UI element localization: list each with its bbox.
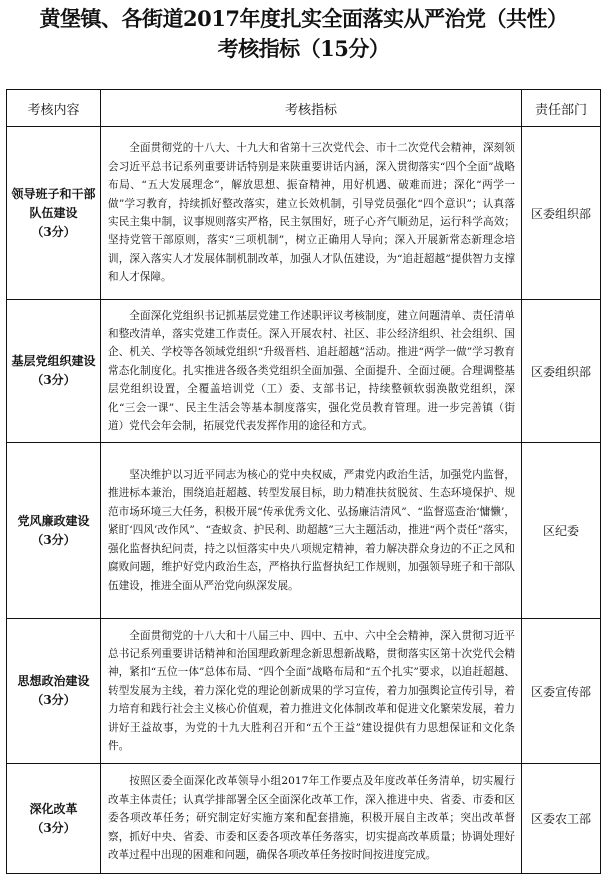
category-name: 基层党组织建设 [11,354,96,368]
category-score: （3分） [31,373,76,387]
department-cell: 区委农工部 [522,764,601,874]
category-score: （3分） [31,532,76,547]
indicator-text: 全面贯彻党的十八大和十八届三中、四中、五中、六中全会精神，深入贯彻习近平总书记系列重要讲话精神和治国理政新理念新思想新战略，贯彻落实区第十次党代会精神，紧扣“五位一体”总体布局、“四个全面”战略布局和“五个扎实”要求，以追赶超越、转型发展为主线，着力深化党的理论创新成果的学习宣传，着力加强舆论宣传引导，着力培育和践行社会主义核心价值观，着力推进文化体制改革和促进文化繁荣发展，着力讲好王益故事，为党的十九大胜利召开和“五个王益”建设提供有力思想保证和文化条件。 [101,619,522,764]
indicator-text: 全面深化党组织书记抓基层党建工作述职评议考核制度，建立问题清单、责任清单和整改清单，落实党建工作责任。深入开展农村、社区、非公经济组织、社会组织、国企、机关、学校等各领域党组织“升级晋档、追赶超越”活动。推进“两学一做”学习教育常态化制度化。扎实推进各级各类党组织全面加强、全面提升、全面过硬。合理调整基层党组织设置，全覆盖培训党（工）委、支部书记，持续整顿软弱涣散党组织，深化“三会一课”、民主生活会等基本制度落实，强化党员教育管理。进一步完善镇（街道）党代会年会制，拓展党代表发挥作用的途径和方式。 [101,300,522,443]
header-content: 考核内容 [7,90,101,127]
category-name: 党风廉政建设 [17,513,90,528]
table-row [7,619,601,764]
category-name: 思想政治建设 [17,674,90,688]
header-department: 责任部门 [522,90,601,127]
table-row [7,300,601,443]
category-cell [7,764,101,874]
indicator-text: 全面贯彻党的十八大、十九大和省第十三次党代会、市十二次党代会精神，深刻领会习近平总书记系列重要讲话特别是来陕重要讲话内涵，深入贯彻落实“四个全面”战略布局、“五大发展理念”，解放思想、振奋精神，用好机遇、破难而进；深化“两学一做”学习教育，持续抓好整改落实，建立长效机制，引导党员强化“四个意识”；认真落实民主集中制，议事规则落实严格，民主氛围好，班子心齐气顺劲足，运行科学高效；坚持党管干部原则，落实“三项机制”，树立正确用人导向；深入开展新常态新理念培训，深入落实人才发展体制机制改革，加强人才队伍建设，为“追赶超越”提供智力支撑和人才保障。 [101,127,522,300]
table-row [7,127,601,300]
category-cell [7,443,101,619]
category-cell [7,619,101,764]
table-row [7,443,601,619]
category-cell [7,300,101,443]
department-cell: 区委组织部 [522,300,601,443]
indicator-text: 坚决维护以习近平同志为核心的党中央权威，严肃党内政治生活，加强党内监督，推进标本兼治，围绕追赶超越、转型发展目标，助力精准扶贫脱贫、生态环境保护、规范市场环境三大任务，积极开展“传承优秀文化、弘扬廉洁清风”、“监督巡查治‘慵懒’，紧盯‘四风’改作风”、“查蚁贪、护民利、助超越”三大主题活动，推进“两个责任”落实，强化监督执纪问责，持之以恒落实中央八项规定精神，着力解决群众身边的不正之风和腐败问题，维护好党内政治生态，严格执行监督执纪工作规则，加强领导班子和干部队伍建设，推进全面从严治党向纵深发展。 [101,443,522,619]
title-line-1: 黄堡镇、各街道2017年度扎实全面落实从严治党（共性） [39,6,568,31]
category-name: 领导班子和干部队伍建设 [11,186,96,220]
category-score: （3分） [31,820,76,835]
department-cell: 区纪委 [522,443,601,619]
assessment-table [6,89,601,874]
category-cell [7,127,101,300]
category-score: （3分） [31,224,76,239]
title-line-2: 考核指标（15分） [217,36,390,61]
category-score: （3分） [31,693,76,707]
department-cell: 区委组织部 [522,127,601,300]
table-row [7,764,601,874]
indicator-text: 按照区委全面深化改革领导小组2017年工作要点及年度改革任务清单，切实履行改革主体责任；认真学排部署全区全面深化改革工作，深入推进中央、省委、市委和区委各项改革任务；研究制定好实施方案和配套措施，积极开展自主改革；突出改革督察，抓好中央、省委、市委和区委各项改革任务落实，切实提高改革质量；协调处理好改革过程中出现的困难和问题，确保各项改革任务按时间按进度完成。 [101,764,522,874]
document-title [0,0,607,88]
header-indicator: 考核指标 [101,90,522,127]
table-header-row [7,90,601,127]
category-name: 深化改革 [29,801,78,816]
department-cell: 区委宣传部 [522,619,601,764]
